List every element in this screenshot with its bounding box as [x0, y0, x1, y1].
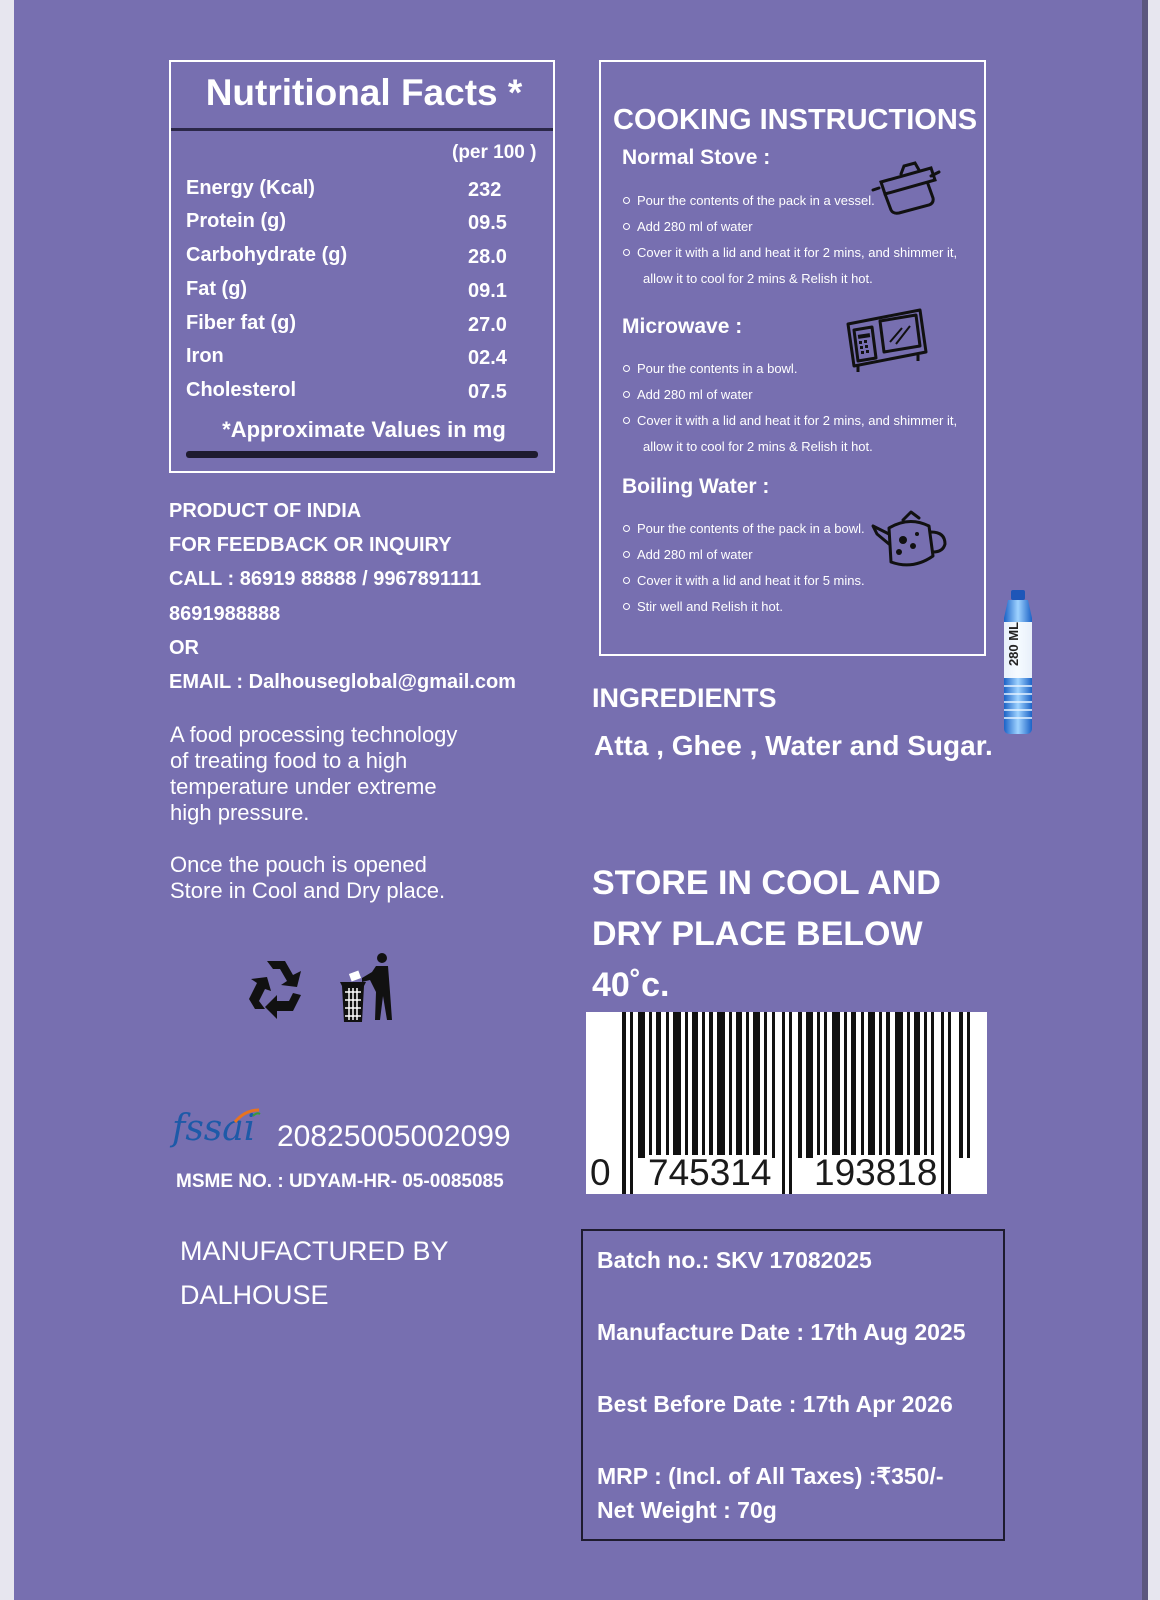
batch-number: Batch no.: SKV 17082025 — [597, 1247, 872, 1273]
nutrition-bottom-bar — [186, 451, 538, 458]
product-origin: PRODUCT OF INDIA — [169, 500, 362, 522]
nutrition-value: 02.4 — [468, 347, 507, 369]
storage-instruction-line: DRY PLACE BELOW — [592, 915, 923, 953]
manufactured-by-label: MANUFACTURED BY — [180, 1236, 449, 1266]
storage-instruction-line: STORE IN COOL AND — [592, 864, 941, 902]
net-weight: Net Weight : 70g — [597, 1497, 777, 1523]
nutrition-label: Fat (g) — [186, 278, 248, 300]
nutrition-footnote: *Approximate Values in mg — [222, 417, 506, 442]
nutrition-title: Nutritional Facts * — [205, 72, 523, 113]
cooking-title: COOKING INSTRUCTIONS — [613, 104, 978, 136]
nutrition-label: Carbohydrate (g) — [186, 244, 348, 266]
batch-info-box — [581, 1229, 1005, 1541]
msme-number: MSME NO. : UDYAM-HR- 05-0085085 — [176, 1171, 504, 1192]
nutrition-value: 09.5 — [468, 212, 507, 234]
boiling-step: Pour the contents of the pack in a bowl. — [623, 521, 865, 536]
nutrition-value: 232 — [468, 179, 502, 201]
ingredients-text: Atta , Ghee , Water and Sugar. — [594, 730, 993, 761]
barcode-group-2: 193818 — [814, 1152, 938, 1193]
boiling-step: Cover it with a lid and heat it for 5 mins. — [623, 573, 865, 588]
boiling-step: Stir well and Relish it hot. — [623, 599, 783, 614]
recycle-icon — [243, 955, 309, 1021]
microwave-step-cont: allow it to cool for 2 mins & Relish it hot. — [643, 439, 873, 454]
barcode-digit-first: 0 — [590, 1152, 611, 1193]
microwave-step: Cover it with a lid and heat it for 2 mins, and shimmer it, — [623, 413, 957, 428]
microwave-step: Add 280 ml of water — [623, 387, 753, 402]
manufacturer-name: DALHOUSE — [180, 1280, 329, 1310]
microwave-step: Pour the contents in a bowl. — [623, 361, 797, 376]
nutrition-facts-box — [169, 60, 555, 473]
nutrition-label: Protein (g) — [186, 210, 286, 232]
nutrition-row — [186, 210, 546, 240]
stove-step: Add 280 ml of water — [623, 219, 753, 234]
microwave-heading: Microwave : — [622, 315, 743, 338]
microwave-icon — [844, 306, 930, 376]
ingredients-title: INGREDIENTS — [592, 683, 777, 713]
nutrition-row — [186, 379, 546, 409]
nutrition-divider — [171, 128, 553, 131]
fssai-license-number: 20825005002099 — [277, 1120, 511, 1153]
nutrition-value: 27.0 — [468, 314, 507, 336]
feedback-text: FOR FEEDBACK OR INQUIRY — [169, 534, 452, 556]
cooking-instructions-box — [599, 60, 986, 656]
best-before-date: Best Before Date : 17th Apr 2026 — [597, 1391, 953, 1417]
cooking-pot-icon — [871, 154, 945, 218]
dispose-in-bin-icon — [338, 952, 396, 1022]
nutrition-label: Cholesterol — [186, 379, 297, 401]
stove-step-cont: allow it to cool for 2 mins & Relish it hot. — [643, 271, 873, 286]
email-text: EMAIL : Dalhouseglobal@gmail.com — [169, 671, 516, 693]
stove-heading: Normal Stove : — [622, 146, 771, 169]
nutrition-row — [186, 177, 546, 207]
mrp: MRP : (Incl. of All Taxes) :₹350/- — [597, 1463, 944, 1489]
nutrition-label: Iron — [186, 345, 224, 367]
nutrition-per: (per 100 ) — [452, 142, 537, 163]
nutrition-value: 07.5 — [468, 381, 507, 403]
bottle-label: 280 ML — [1006, 621, 1021, 667]
nutrition-value: 28.0 — [468, 246, 507, 268]
call-numbers: CALL : 86919 88888 / 9967891111 — [169, 568, 482, 590]
storage-note: Once the pouch is opened Store in Cool and Dry place. — [170, 852, 446, 903]
barcode — [586, 1012, 987, 1194]
storage-instruction-line: 40˚c. — [592, 966, 670, 1004]
stove-step: Cover it with a lid and heat it for 2 mins, and shimmer it, — [623, 245, 957, 260]
nutrition-row — [186, 312, 546, 342]
manufacture-date: Manufacture Date : 17th Aug 2025 — [597, 1319, 966, 1345]
nutrition-label: Fiber fat (g) — [186, 312, 296, 334]
phone-number-2: 8691988888 — [169, 603, 281, 625]
process-description: A food processing technology of treating food to a high temperature under extreme high pressure. — [170, 722, 458, 825]
boiling-step: Add 280 ml of water — [623, 547, 753, 562]
water-bottle-icon — [994, 588, 1042, 736]
nutrition-row — [186, 244, 546, 274]
kettle-icon — [869, 504, 953, 574]
nutrition-label: Energy (Kcal) — [186, 177, 315, 199]
panel-edge — [1142, 0, 1148, 1600]
or-text: OR — [169, 637, 199, 659]
nutrition-row — [186, 278, 546, 308]
fssai-swoosh-icon — [233, 1108, 261, 1124]
nutrition-value: 09.1 — [468, 280, 507, 302]
fssai-logo: fssai — [172, 1108, 256, 1149]
barcode-group-1: 745314 — [648, 1152, 772, 1193]
boiling-heading: Boiling Water : — [622, 475, 770, 498]
stove-step: Pour the contents of the pack in a vessel. — [623, 193, 875, 208]
nutrition-row — [186, 345, 546, 375]
